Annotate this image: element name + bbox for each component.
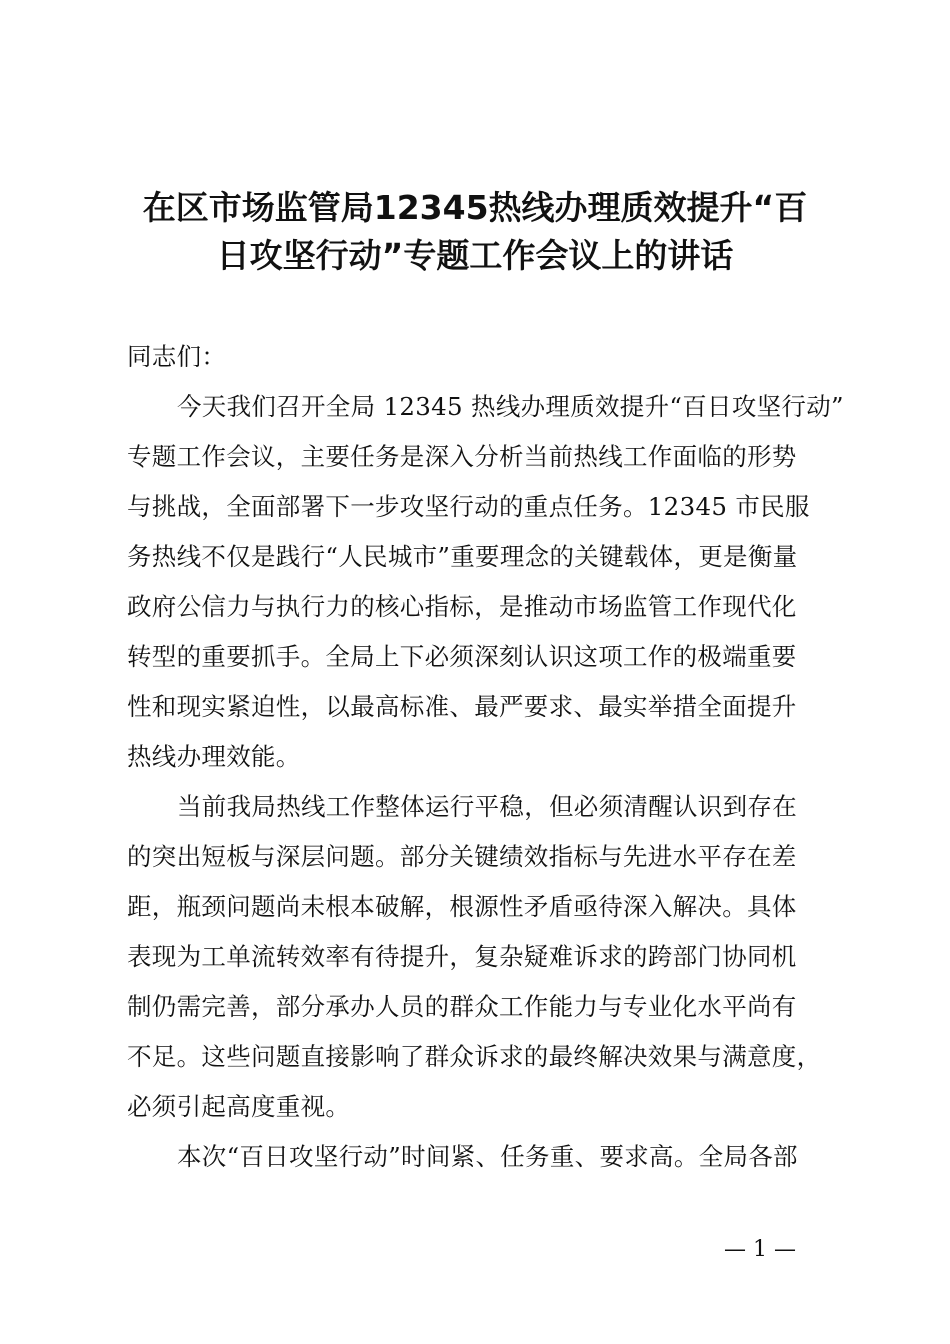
- paragraph-2-line: 不足。这些问题直接影响了群众诉求的最终解决效果与满意度，: [127, 1042, 822, 1071]
- paragraph-2-line: 当前我局热线工作整体运行平稳，但必须清醒认识到存在: [177, 792, 797, 821]
- document-body: [127, 332, 847, 1182]
- title-line-1: 在区市场监管局12345热线办理质效提升“百: [142, 188, 808, 227]
- document-title: [100, 184, 850, 280]
- paragraph-1-line: 与挑战，全面部署下一步攻坚行动的重点任务。12345 市民服: [127, 492, 810, 521]
- paragraph-1-line: 转型的重要抓手。全局上下必须深刻认识这项工作的极端重要: [127, 642, 797, 671]
- paragraph-1-line: 今天我们召开全局 12345 热线办理质效提升“百日攻坚行动”: [177, 392, 844, 421]
- title-line-2: 日攻坚行动”专题工作会议上的讲话: [216, 236, 734, 275]
- paragraph-2-line: 距，瓶颈问题尚未根本破解，根源性矛盾亟待深入解决。具体: [127, 892, 797, 921]
- salutation: 同志们：: [127, 342, 227, 371]
- paragraph-2-line: 必须引起高度重视。: [127, 1092, 351, 1121]
- paragraph-1-line: 热线办理效能。: [127, 742, 301, 771]
- page-number: — 1 —: [724, 1237, 796, 1262]
- paragraph-2-line: 的突出短板与深层问题。部分关键绩效指标与先进水平存在差: [127, 842, 797, 871]
- paragraph-3-line: 本次“百日攻坚行动”时间紧、任务重、要求高。全局各部: [177, 1142, 798, 1171]
- paragraph-1-line: 性和现实紧迫性，以最高标准、最严要求、最实举措全面提升: [127, 692, 797, 721]
- paragraph-1-line: 政府公信力与执行力的核心指标，是推动市场监管工作现代化: [127, 592, 797, 621]
- paragraph-1-line: 专题工作会议，主要任务是深入分析当前热线工作面临的形势: [127, 442, 797, 471]
- paragraph-1-line: 务热线不仅是践行“人民城市”重要理念的关键载体，更是衡量: [127, 542, 798, 571]
- paragraph-2-line: 表现为工单流转效率有待提升，复杂疑难诉求的跨部门协同机: [127, 942, 797, 971]
- paragraph-2-line: 制仍需完善，部分承办人员的群众工作能力与专业化水平尚有: [127, 992, 797, 1021]
